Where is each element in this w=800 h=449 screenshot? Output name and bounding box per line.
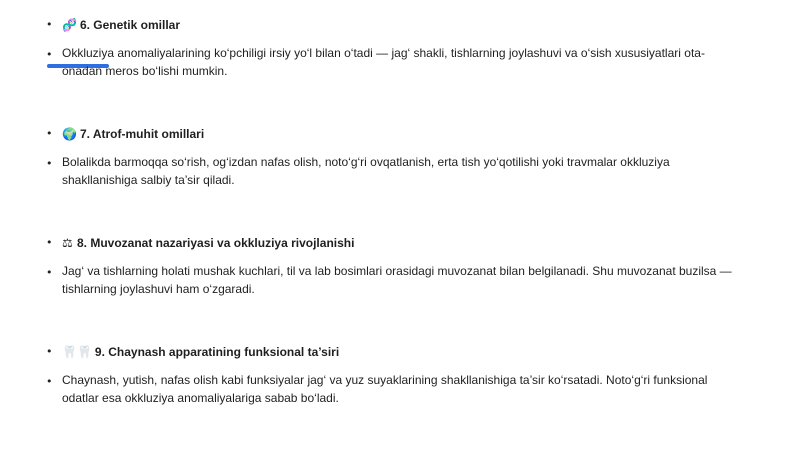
tooth-icon: 🦷🦷 xyxy=(62,345,92,359)
section-heading xyxy=(62,18,180,32)
bullet: • xyxy=(46,48,53,61)
bullet: • xyxy=(46,18,53,31)
section-body-text: Chaynash, yutish, nafas olish kabi funksiyalar jag‘ va yuz suyaklarining shakllanishiga ta’sir ko‘rsatadi. Noto‘g‘ri funksional odatlar esa okkluziya anomaliyalariga sabab bo‘ladi. xyxy=(62,373,708,405)
section-balance-theory xyxy=(0,234,800,298)
globe-icon: 🌍 xyxy=(62,127,77,141)
section-body-text: Bolalikda barmoqqa so‘rish, og‘izdan nafas olish, noto‘g‘ri ovqatlanish, erta tish yo‘qotilishi yoki travmalar okkluziya shakllanishiga salbiy ta’sir qiladi. xyxy=(62,155,670,187)
bullet: • xyxy=(46,157,53,170)
section-genetic-factors xyxy=(0,16,800,80)
section-body-row xyxy=(0,371,800,407)
bullet: • xyxy=(46,127,53,140)
heading-text: 9. Chaynash apparatining funksional ta’siri xyxy=(94,345,340,359)
section-heading-row xyxy=(0,16,800,34)
section-chewing-function xyxy=(0,343,800,407)
section-environmental-factors xyxy=(0,125,800,189)
section-heading xyxy=(62,236,354,250)
section-body-text: Jag‘ va tishlarning holati mushak kuchlari, til va lab bosimlari orasidagi muvozanat bilan belgilanadi. Shu muvozanat buzilsa — tishlarning joylashuvi ham o‘zgaradi. xyxy=(62,264,732,296)
dna-icon: 🧬 xyxy=(62,18,77,32)
section-heading xyxy=(62,127,204,141)
heading-text: 8. Muvozanat nazariyasi va okkluziya rivojlanishi xyxy=(77,236,355,250)
balance-scale-icon: ⚖ xyxy=(62,236,73,250)
bullet: • xyxy=(46,236,53,249)
heading-text: 7. Atrof-muhit omillari xyxy=(79,127,205,141)
section-body-row xyxy=(0,44,800,80)
section-heading-row xyxy=(0,234,800,252)
bullet: • xyxy=(46,375,53,388)
heading-text: 6. Genetik omillar xyxy=(79,18,180,32)
bullet: • xyxy=(46,345,53,358)
section-heading-row xyxy=(0,125,800,143)
bullet: • xyxy=(46,266,53,279)
section-heading-row xyxy=(0,343,800,361)
section-body-row xyxy=(0,262,800,298)
section-body-text: Okkluziya anomaliyalarining ko‘pchiligi irsiy yo‘l bilan o‘tadi — jag‘ shakli, tishlarning joylashuvi va o‘sish xususiyatlari ota-onadan meros bo‘lishi mumkin. xyxy=(62,46,705,78)
section-heading xyxy=(62,345,339,359)
section-body-row xyxy=(0,153,800,189)
